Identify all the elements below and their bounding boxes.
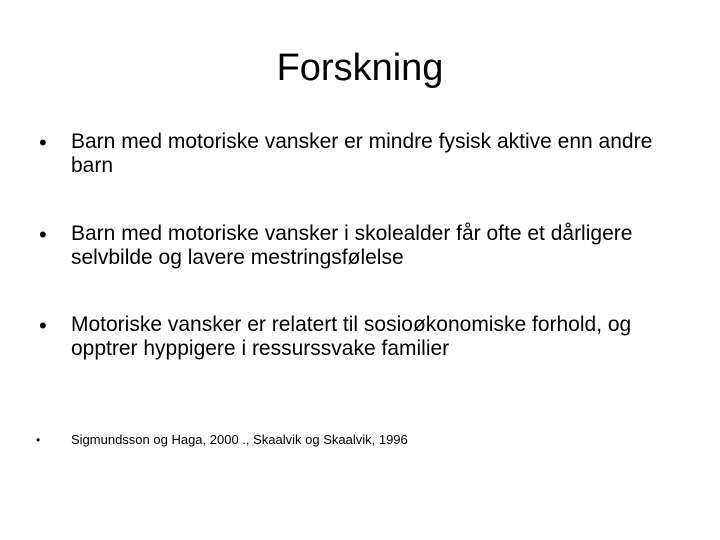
reference-text: Sigmundsson og Haga, 2000 ., Skaalvik og Skaalvik, 1996: [71, 432, 408, 447]
slide-title: Forskning: [276, 47, 444, 89]
bullet-text: Motoriske vansker er relatert til sosioøkonomiske forhold, og opptrer hyppigere i ressurssvake familier: [71, 313, 632, 360]
bullet-item: [36, 130, 676, 178]
bullet-item: [36, 222, 676, 270]
bullet-dot-icon: •: [39, 130, 47, 155]
bullet-dot-icon: •: [39, 313, 47, 338]
bullet-text: Barn med motoriske vansker er mindre fysisk aktive enn andre barn: [71, 130, 653, 177]
bullet-dot-icon: •: [39, 222, 47, 247]
bullet-text: Barn med motoriske vansker i skolealder får ofte et dårligere selvbilde og lavere mestringsfølelse: [71, 222, 633, 269]
bullet-dot-icon: •: [36, 433, 41, 447]
reference-item: [36, 431, 676, 449]
bullet-item: [36, 313, 676, 361]
